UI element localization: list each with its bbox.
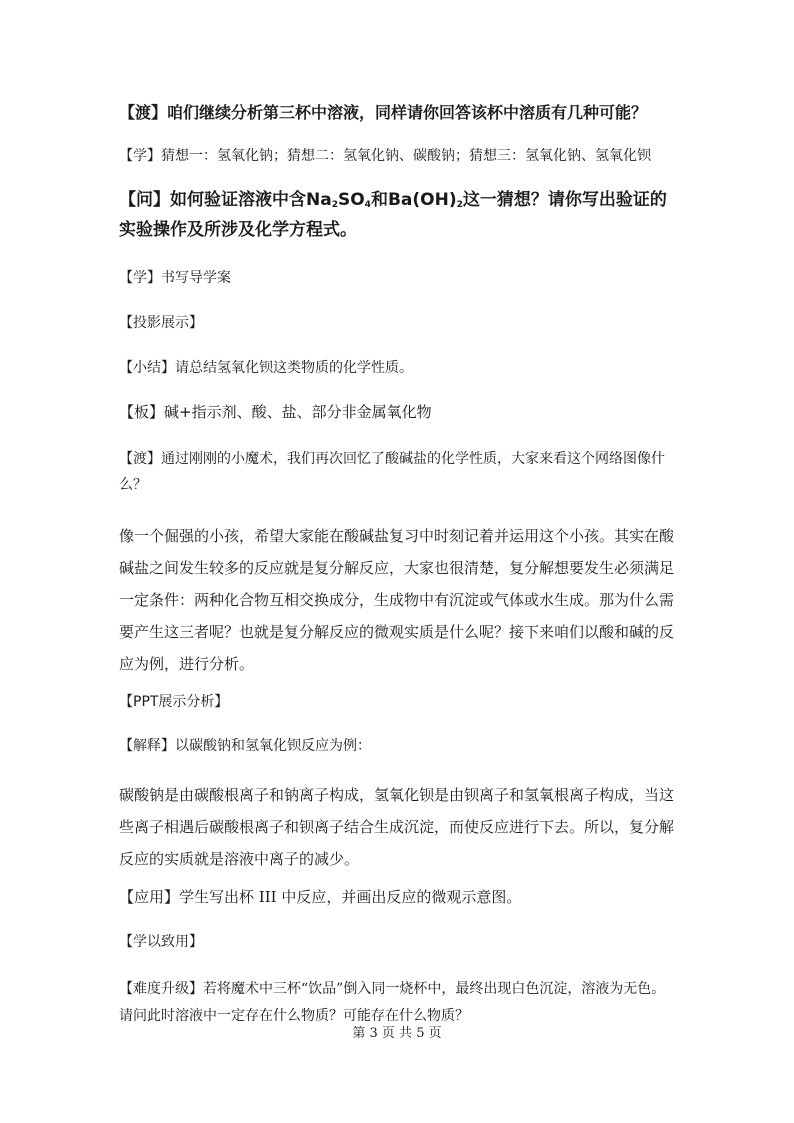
paragraph-student-guesses: 【学】猜想一：氢氧化钠；猜想二：氢氧化钠、碳酸钠；猜想三：氢氧化钠、氢氧化钡	[119, 148, 651, 164]
paragraph-question-verify	[119, 185, 679, 245]
paragraph-application: 【应用】学生写出杯 III 中反应，并画出反应的微观示意图。	[119, 888, 522, 906]
paragraph-explanation-child: 像一个倔强的小孩，希望大家能在酸碱盐复习中时刻记着并运用这个小孩。其实在酸碱盐之间发生较多的反应就是复分解反应，大家也很清楚，复分解想要发生必须满足一定条件：两种化合物互相交换成分，生成物中有沉淀或气体或水生成。那为什么需要产生这三者呢？也就是复分解反应的微观实质是什么呢？接下来咱们以酸和碱的反应为例，进行分析。	[119, 527, 675, 673]
paragraph-transition-network: 【渡】通过刚刚的小魔术，我们再次回忆了酸碱盐的化学性质，大家来看这个网络图像什么？	[119, 451, 665, 493]
paragraph-difficulty-up: 【难度升级】若将魔术中三杯“饮品”倒入同一烧杯中，最终出现白色沉淀，溶液为无色。请问此时溶液中一定存在什么物质？可能存在什么物质？	[119, 981, 666, 1024]
question-text-and: 和	[370, 190, 388, 210]
paragraph-ion-explanation: 碳酸钠是由碳酸根离子和钠离子构成，氢氧化钡是由钡离子和氢氧根离子构成，当这些离子相遇后碳酸根离子和钡离子结合生成沉淀，而使反应进行下去。所以，复分解反应的实质就是溶液中离子的减少。	[119, 786, 675, 868]
paragraph-transition-third-cup: 【渡】咱们继续分析第三杯中溶液，同样请你回答该杯中溶质有几种可能？	[119, 103, 648, 122]
page-footer: 第 3 页 共 5 页	[352, 1026, 442, 1041]
paragraph-apply-learning: 【学以致用】	[119, 934, 203, 950]
paragraph-board: 【板】碱+指示剂、酸、盐、部分非金属氧化物	[119, 403, 432, 421]
paragraph-projection: 【投影展示】	[119, 315, 203, 331]
paragraph-interpretation: 【解释】以碳酸钠和氢氧化钡反应为例：	[119, 738, 371, 754]
formula-na2so4: $Na_2SO_4$	[306, 190, 371, 210]
paragraph-write-guide: 【学】书写导学案	[119, 270, 231, 286]
paragraph-ppt-analysis: 【PPT展示分析】	[119, 694, 229, 710]
paragraph-summary: 【小结】请总结氢氧化钡这类物质的化学性质。	[119, 360, 413, 376]
question-text-before: 【问】如何验证溶液中含	[119, 190, 306, 210]
formula-baoh2: $Ba(OH)_2$	[387, 190, 463, 210]
question-text-after: 这一猜想？请你写出验证的实验操作及所涉及化学方程式。	[119, 190, 667, 240]
